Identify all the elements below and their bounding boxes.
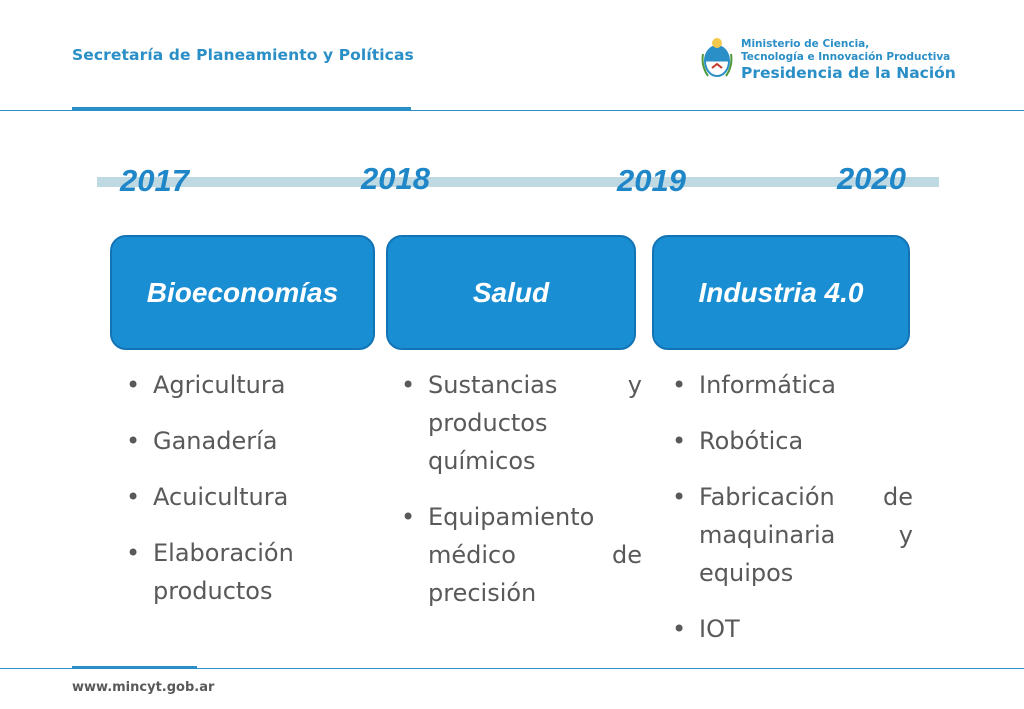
ministry-line-3: Presidencia de la Nación xyxy=(741,64,956,82)
salud-list xyxy=(397,366,642,630)
list-item: • Sustancias y productos químicos xyxy=(397,366,642,480)
category-box-industria: Industria 4.0 xyxy=(652,235,910,350)
ministry-line-1: Ministerio de Ciencia, xyxy=(741,38,870,50)
list-item: • Robótica xyxy=(668,422,913,460)
list-item: • Ganadería xyxy=(122,422,344,460)
list-item: • Agricultura xyxy=(122,366,344,404)
list-item: • Acuicultura xyxy=(122,478,344,516)
year-label-2018: 2018 xyxy=(361,161,430,196)
year-label-2017: 2017 xyxy=(120,163,189,198)
timeline-bar xyxy=(97,177,939,187)
section-title: Secretaría de Planeamiento y Políticas xyxy=(72,46,414,64)
footer-url[interactable]: www.mincyt.gob.ar xyxy=(72,680,215,695)
list-item: • Elaboración productos xyxy=(122,534,344,610)
ministry-name xyxy=(741,38,956,83)
bioeconomias-list xyxy=(122,366,344,628)
header-divider xyxy=(0,110,1024,111)
footer-divider xyxy=(0,668,1024,669)
list-item: • Equipamiento médico de precisión xyxy=(397,498,642,612)
national-seal-icon xyxy=(700,34,734,82)
industria-list xyxy=(668,366,913,666)
year-label-2020: 2020 xyxy=(837,161,906,196)
year-label-2019: 2019 xyxy=(617,163,686,198)
list-item: • Informática xyxy=(668,366,913,404)
category-box-bioeconomias: Bioeconomías xyxy=(110,235,375,350)
list-item: • Fabricación de maquinaria y equipos xyxy=(668,478,913,592)
list-item: • IOT xyxy=(668,610,913,648)
category-box-salud: Salud xyxy=(386,235,636,350)
ministry-line-2: Tecnología e Innovación Productiva xyxy=(741,51,951,63)
